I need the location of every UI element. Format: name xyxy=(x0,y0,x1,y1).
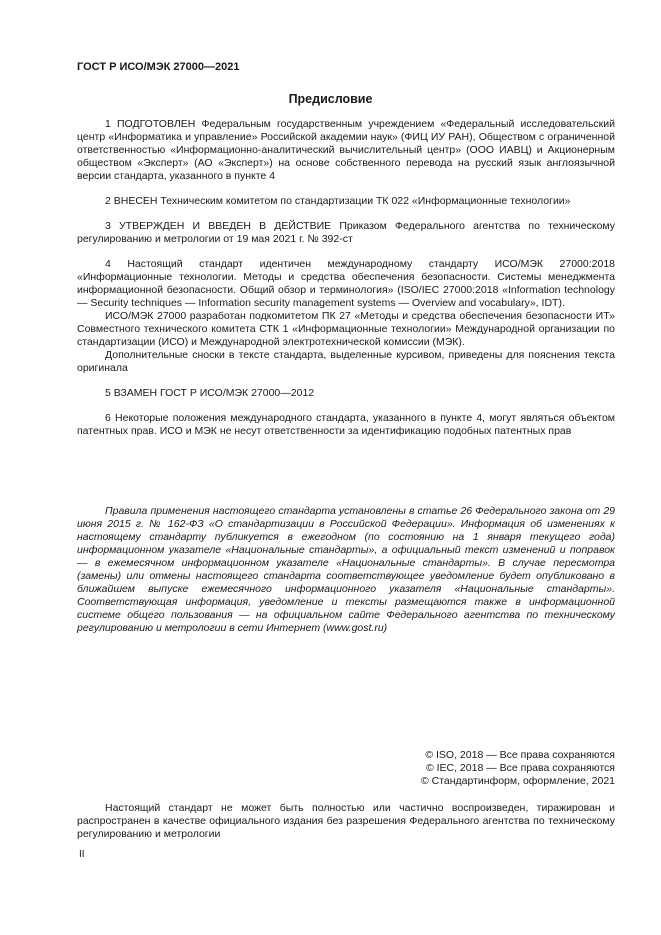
document-code: ГОСТ Р ИСО/МЭК 27000—2021 xyxy=(77,61,240,73)
copyright-block xyxy=(421,749,615,788)
notice-text: Правила применения настоящего стандарта установлены в статье 26 Федерального закона от 29 июня 2015 г. № 162-ФЗ «О стандартизации в Российской Федерации». Информация об изменениях к настоящему стандарту публикуется в ежегодном (по состоянию на 1 января текущего года) информационном указателе «Национальные стандарты», а официальный текст изменений и поправок — в ежемесячном информационном указателе «Национальные стандарты». В случае пересмотра (замены) или отмены настоящего стандарта соответствующее уведомление будет опубликовано в ближайшем выпуске ежемесячного информационного указателя «Национальные стандарты». Соответствующая информация, уведомление и тексты размещаются также в информационной системе общего пользования — на официальном сайте Федерального агентства по техническому регулированию и метрологии в сети Интернет (www.gost.ru) xyxy=(77,505,615,634)
foreword-body xyxy=(77,118,615,438)
copyright-iso: © ISO, 2018 — Все права сохраняются xyxy=(425,749,615,761)
paragraph-4-footnotes: Дополнительные сноски в тексте стандарта, выделенные курсивом, приведены для пояснения текста оригинала xyxy=(77,349,615,374)
paragraph-2-submitted: 2 ВНЕСЕН Техническим комитетом по стандартизации ТК 022 «Информационные технологии» xyxy=(105,195,571,207)
paragraph-3-approved: 3 УТВЕРЖДЕН И ВВЕДЕН В ДЕЙСТВИЕ Приказом Федерального агентства по техническому регулированию и метрологии от 19 мая 2021 г. № 392-ст xyxy=(77,220,615,245)
paragraph-4-developed-by: ИСО/МЭК 27000 разработан подкомитетом ПК 27 «Методы и средства обеспечения безопасности ИТ» Совместного технического комитета СТК 1 «Информационные технологии» Международной организации по стандартизации (ИСО) и Международной электротехнической комиссии (МЭК). xyxy=(77,310,615,348)
application-rules-notice xyxy=(77,505,615,635)
reproduction-notice xyxy=(77,802,615,841)
page-number: II xyxy=(79,849,85,860)
paragraph-5-replaces: 5 ВЗАМЕН ГОСТ Р ИСО/МЭК 27000—2012 xyxy=(105,387,315,399)
page-title: Предисловие xyxy=(288,92,373,106)
copyright-standartinform: © Стандартинформ, оформление, 2021 xyxy=(420,775,615,787)
paragraph-1-prepared: 1 ПОДГОТОВЛЕН Федеральным государственным учреждением «Федеральный исследовательский центр «Информатика и управление» Российской академии наук» (ФИЦ ИУ РАН), Обществом с ограниченной ответственностью «Информационно-аналитический вычислительный центр» (ООО ИАВЦ) и Акционерным обществом «Эксперт» (АО «Эксперт») на основе собственного перевода на русский язык англоязычной версии стандарта, указанного в пункте 4 xyxy=(77,118,615,182)
reproduction-text: Настоящий стандарт не может быть полностью или частично воспроизведен, тиражирован и распространен в качестве официального издания без разрешения Федерального агентства по техническому регулированию и метрологии xyxy=(77,802,615,840)
paragraph-4-identical: 4 Настоящий стандарт идентичен международному стандарту ИСО/МЭК 27000:2018 «Информационные технологии. Методы и средства обеспечения безопасности. Системы менеджмента информационной безопасности. Общий обзор и терминология» (ISO/IEC 27000:2018 «Information technology — Security techniques — Information security management systems — Overview and vocabulary», IDT). xyxy=(77,258,615,309)
paragraph-6-patents: 6 Некоторые положения международного стандарта, указанного в пункте 4, могут являться объектом патентных прав. ИСО и МЭК не несут ответственности за идентификацию подобных патентных прав xyxy=(77,412,615,437)
copyright-iec: © IEC, 2018 — Все права сохраняются xyxy=(425,762,615,774)
